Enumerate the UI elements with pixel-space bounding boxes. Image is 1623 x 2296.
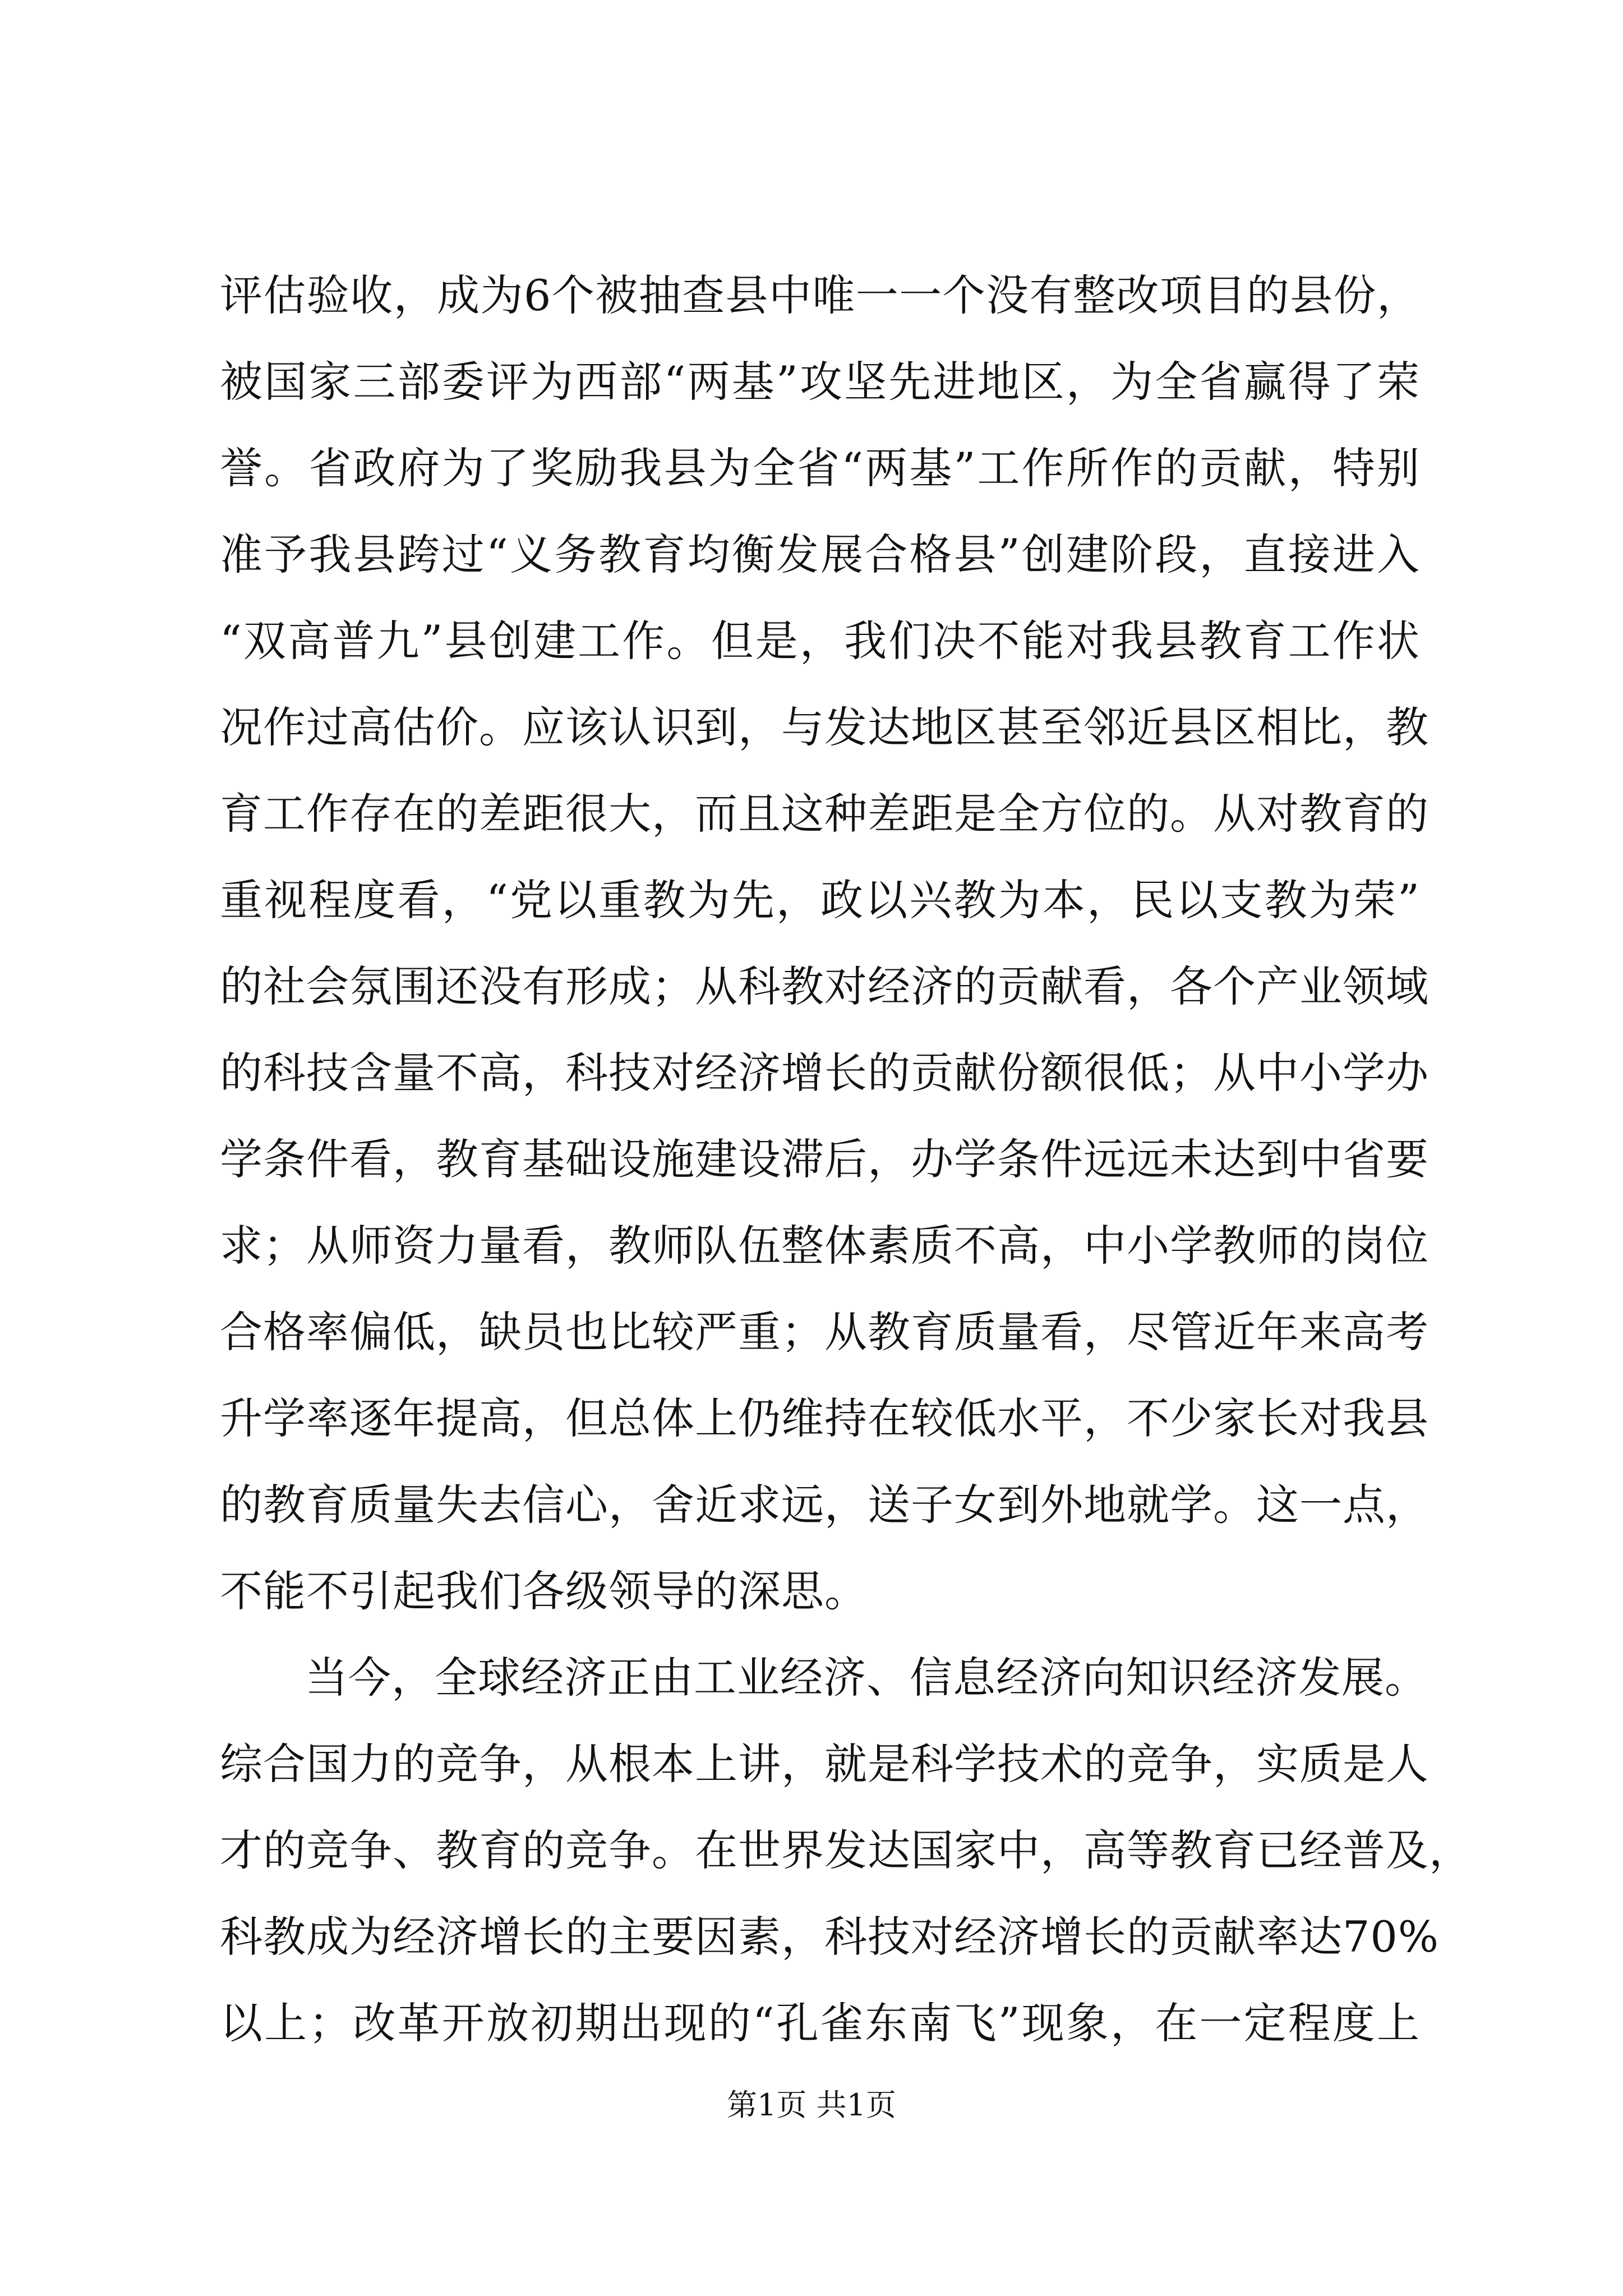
text-line: 况作过高估价。应该认识到，与发达地区甚至邻近县区相比，教 bbox=[220, 702, 1429, 752]
text-line: 的教育质量失去信心，舍近求远，送子女到外地就学。这一点， bbox=[220, 1480, 1429, 1530]
text-line: 升学率逐年提高，但总体上仍维持在较低水平，不少家长对我县 bbox=[220, 1393, 1429, 1443]
text-line: “双高普九”县创建工作。但是，我们决不能对我县教育工作状 bbox=[220, 616, 1420, 666]
page-number-label: 第1页 共1页 bbox=[727, 2087, 896, 2123]
text-line: 以上；改革开放初期出现的“孔雀东南飞”现象，在一定程度上 bbox=[220, 1998, 1420, 2048]
text-line: 求；从师资力量看，教师队伍整体素质不高，中小学教师的岗位 bbox=[220, 1221, 1429, 1271]
text-line: 准予我县跨过“义务教育均衡发展合格县”创建阶段，直接进入 bbox=[220, 530, 1420, 579]
text-line: 学条件看，教育基础设施建设滞后，办学条件远远未达到中省要 bbox=[220, 1134, 1429, 1184]
text-line: 不能不引起我们各级领导的深思。 bbox=[220, 1566, 868, 1616]
page-footer bbox=[0, 2086, 1623, 2125]
text-line: 育工作存在的差距很大，而且这种差距是全方位的。从对教育的 bbox=[220, 789, 1429, 839]
text-line: 才的竞争、教育的竞争。在世界发达国家中，高等教育已经普及， bbox=[220, 1825, 1472, 1875]
text-line: 当今，全球经济正由工业经济、信息经济向知识经济发展。 bbox=[305, 1653, 1428, 1703]
text-line: 科教成为经济增长的主要因素，科技对经济增长的贡献率达70% bbox=[220, 1912, 1439, 1962]
text-line: 综合国力的竞争，从根本上讲，就是科学技术的竞争，实质是人 bbox=[220, 1739, 1429, 1789]
text-line: 重视程度看，“党以重教为先，政以兴教为本，民以支教为荣” bbox=[220, 875, 1420, 925]
text-line: 的社会氛围还没有形成；从科教对经济的贡献看，各个产业领域 bbox=[220, 961, 1429, 1011]
text-line: 评估验收，成为6个被抽查县中唯一一个没有整改项目的县份， bbox=[220, 270, 1420, 320]
text-line: 合格率偏低，缺员也比较严重；从教育质量看，尽管近年来高考 bbox=[220, 1307, 1429, 1357]
text-line: 被国家三部委评为西部“两基”攻坚先进地区，为全省赢得了荣 bbox=[220, 357, 1420, 407]
text-line: 的科技含量不高，科技对经济增长的贡献份额很低；从中小学办 bbox=[220, 1048, 1429, 1098]
document-body bbox=[220, 252, 1472, 2067]
text-line: 誉。省政府为了奖励我县为全省“两基”工作所作的贡献，特别 bbox=[220, 443, 1420, 493]
